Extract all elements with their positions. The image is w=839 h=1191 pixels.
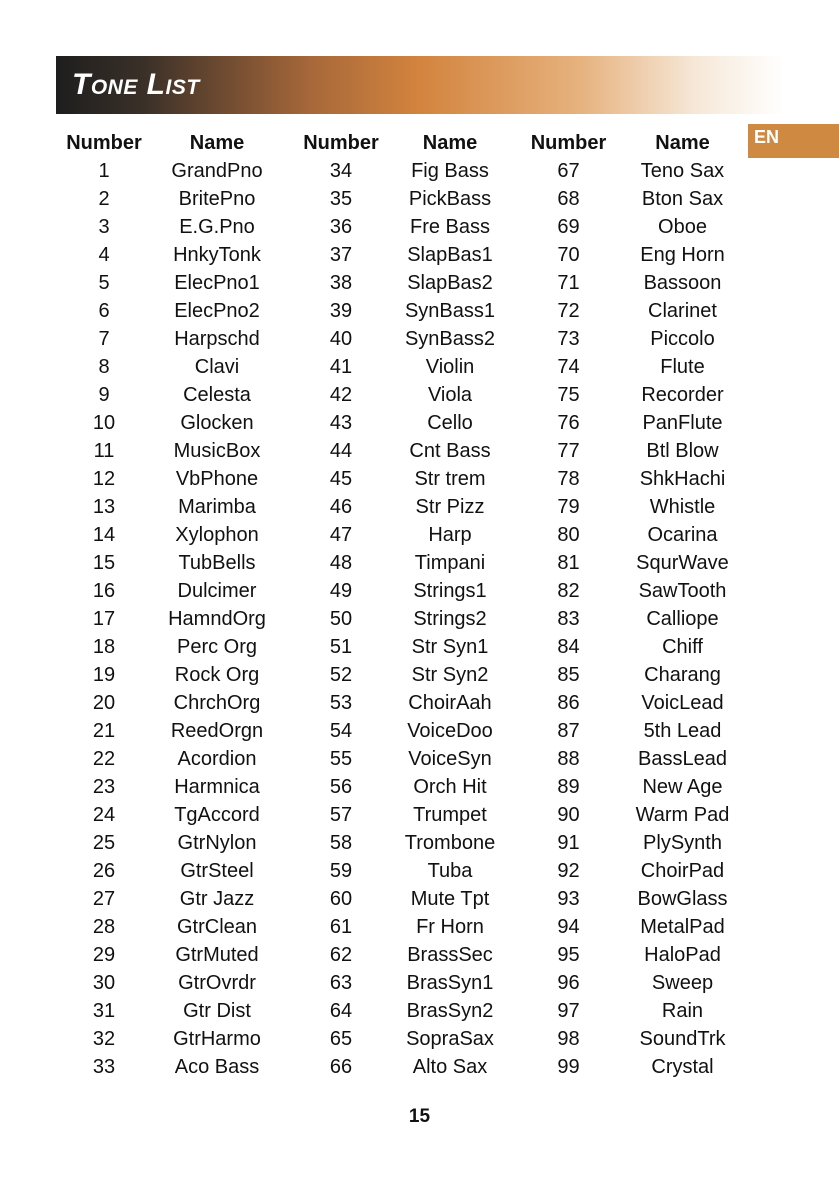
tone-name: Timpani — [414, 552, 486, 574]
tone-number: 69 — [557, 216, 580, 238]
tone-number: 38 — [329, 272, 353, 294]
tone-name: Sweep — [651, 972, 714, 994]
table-row — [58, 1025, 730, 1053]
tone-name: Perc Org — [176, 636, 258, 658]
tone-name: BassLead — [638, 748, 727, 770]
tone-name: Oboe — [658, 216, 707, 238]
table-header-row — [58, 129, 730, 157]
tone-number: 76 — [557, 412, 580, 434]
tone-number: 2 — [98, 188, 110, 210]
tone-name: GtrMuted — [175, 944, 259, 966]
tone-number: 86 — [557, 692, 580, 714]
tone-name: ShkHachi — [639, 468, 726, 490]
tone-name: Harmnica — [174, 776, 260, 798]
tone-number: 70 — [557, 244, 580, 266]
tone-number: 28 — [92, 916, 116, 938]
tone-name: PlySynth — [643, 832, 722, 854]
language-tab — [748, 124, 839, 158]
table-row — [58, 297, 730, 325]
tone-number: 5 — [98, 272, 110, 294]
tone-number: 1 — [98, 160, 110, 182]
table-row — [58, 465, 730, 493]
tone-number: 14 — [92, 524, 116, 546]
tone-name: E.G.Pno — [179, 216, 255, 238]
tone-name: Gtr Jazz — [179, 888, 255, 910]
tone-number: 59 — [329, 860, 353, 882]
tone-number: 27 — [92, 888, 116, 910]
tone-number: 80 — [557, 524, 580, 546]
table-row — [58, 269, 730, 297]
tone-number: 10 — [92, 412, 116, 434]
tone-number: 49 — [329, 580, 353, 602]
tone-name: Strings1 — [413, 580, 487, 602]
table-row — [58, 213, 730, 241]
tone-number: 84 — [557, 636, 580, 658]
tone-number: 81 — [557, 552, 580, 574]
tone-name: Marimba — [178, 496, 256, 518]
tone-name: Dulcimer — [177, 580, 257, 602]
table-row — [58, 913, 730, 941]
tone-number: 82 — [557, 580, 580, 602]
tone-number: 53 — [329, 692, 353, 714]
page-number: 15 — [408, 1106, 431, 1127]
table-row — [58, 381, 730, 409]
tone-name: SqurWave — [636, 552, 729, 574]
table-row — [58, 969, 730, 997]
tone-name: HaloPad — [644, 944, 721, 966]
tone-name: Teno Sax — [640, 160, 725, 182]
tone-number: 42 — [329, 384, 353, 406]
tone-number: 34 — [329, 160, 353, 182]
header-number: Number — [530, 132, 607, 154]
tone-number: 7 — [98, 328, 110, 350]
tone-number: 52 — [329, 664, 353, 686]
tone-name: Fig Bass — [411, 160, 489, 182]
tone-number: 88 — [557, 748, 580, 770]
tone-number: 74 — [557, 356, 580, 378]
tone-number: 93 — [557, 888, 580, 910]
tone-name: Bassoon — [643, 272, 722, 294]
tone-name: Acordion — [177, 748, 257, 770]
tone-name: Violin — [425, 356, 475, 378]
table-row — [58, 185, 730, 213]
tone-number: 20 — [92, 692, 116, 714]
tone-name: Celesta — [183, 384, 251, 406]
tone-number: 68 — [557, 188, 580, 210]
tone-number: 87 — [557, 720, 580, 742]
tone-name: GrandPno — [171, 160, 263, 182]
table-row — [58, 745, 730, 773]
tone-number: 19 — [92, 664, 116, 686]
table-row — [58, 633, 730, 661]
tone-name: Rock Org — [174, 664, 260, 686]
tone-number: 9 — [98, 384, 110, 406]
tone-name: TgAccord — [174, 804, 260, 826]
tone-number: 16 — [92, 580, 116, 602]
table-row — [58, 661, 730, 689]
tone-number: 24 — [92, 804, 116, 826]
tone-number: 71 — [557, 272, 580, 294]
tone-name: SoundTrk — [639, 1028, 726, 1050]
tone-number: 22 — [92, 748, 116, 770]
tone-name: PanFlute — [642, 412, 723, 434]
tone-name: BrassSec — [407, 944, 493, 966]
table-row — [58, 1053, 730, 1081]
tone-name: Str trem — [414, 468, 486, 490]
tone-number: 56 — [329, 776, 353, 798]
tone-number: 33 — [92, 1056, 116, 1078]
tone-number: 45 — [329, 468, 353, 490]
tone-number: 63 — [329, 972, 353, 994]
tone-number: 46 — [329, 496, 353, 518]
tone-number: 51 — [329, 636, 353, 658]
tone-number: 12 — [92, 468, 116, 490]
tone-name: Str Syn2 — [411, 664, 489, 686]
tone-name: TubBells — [178, 552, 256, 574]
tone-number: 32 — [92, 1028, 116, 1050]
tone-number: 97 — [557, 1000, 580, 1022]
tone-name: HnkyTonk — [173, 244, 261, 266]
tone-name: GtrNylon — [177, 832, 257, 854]
tone-number: 11 — [93, 440, 115, 462]
table-row — [58, 941, 730, 969]
table-row — [58, 997, 730, 1025]
tone-number: 96 — [557, 972, 580, 994]
tone-name: Mute Tpt — [410, 888, 490, 910]
tone-name: SynBass1 — [404, 300, 496, 322]
tone-number: 66 — [329, 1056, 353, 1078]
tone-name: SawTooth — [638, 580, 727, 602]
tone-number: 54 — [329, 720, 353, 742]
tone-number: 95 — [557, 944, 580, 966]
tone-name: Alto Sax — [412, 1056, 488, 1078]
tone-name: Str Syn1 — [411, 636, 489, 658]
tone-name: Harp — [428, 524, 472, 546]
tone-number: 26 — [92, 860, 116, 882]
table-row — [58, 437, 730, 465]
tone-name: Cnt Bass — [409, 440, 491, 462]
table-row — [58, 157, 730, 185]
tone-number: 77 — [557, 440, 580, 462]
table-row — [58, 549, 730, 577]
table-row — [58, 353, 730, 381]
tone-name: BrasSyn1 — [406, 972, 494, 994]
tone-number: 30 — [92, 972, 116, 994]
tone-number: 35 — [329, 188, 353, 210]
tone-name: ReedOrgn — [170, 720, 264, 742]
tone-number: 31 — [92, 1000, 116, 1022]
tone-name: VoicLead — [641, 692, 724, 714]
tone-name: VoiceDoo — [407, 720, 493, 742]
table-row — [58, 521, 730, 549]
header-number: Number — [303, 132, 379, 154]
tone-name: Strings2 — [413, 608, 487, 630]
tone-number: 36 — [329, 216, 353, 238]
tone-number: 25 — [92, 832, 116, 854]
table-row — [58, 577, 730, 605]
tone-name: Clarinet — [648, 300, 717, 322]
tone-number: 18 — [92, 636, 116, 658]
tone-name: 5th Lead — [643, 720, 722, 742]
tone-name: Chiff — [662, 636, 703, 658]
table-row — [58, 857, 730, 885]
tone-name: SlapBas2 — [407, 272, 493, 294]
tone-number: 72 — [557, 300, 580, 322]
tone-name: ChoirPad — [640, 860, 725, 882]
tone-name: ChrchOrg — [173, 692, 261, 714]
tone-number: 13 — [92, 496, 116, 518]
tone-name: Whistle — [649, 496, 716, 518]
tone-number: 85 — [557, 664, 580, 686]
table-row — [58, 801, 730, 829]
tone-name: Eng Horn — [640, 244, 725, 266]
tone-name: Fr Horn — [416, 916, 484, 938]
tone-number: 39 — [329, 300, 353, 322]
tone-number: 78 — [557, 468, 580, 490]
tone-number: 92 — [557, 860, 580, 882]
tone-name: GtrOvrdr — [178, 972, 256, 994]
tone-number: 44 — [329, 440, 353, 462]
tone-name: Trumpet — [413, 804, 487, 826]
tone-name: New Age — [642, 776, 723, 798]
tone-name: BowGlass — [637, 888, 728, 910]
tone-number: 73 — [557, 328, 580, 350]
tone-name: Viola — [427, 384, 473, 406]
tone-name: Warm Pad — [635, 804, 730, 826]
tone-name: Charang — [644, 664, 721, 686]
tone-name: PickBass — [408, 188, 492, 210]
header-name: Name — [422, 132, 478, 154]
page-title: Tone List — [72, 68, 200, 101]
tone-number: 94 — [557, 916, 580, 938]
tone-number: 57 — [329, 804, 353, 826]
tone-number: 50 — [329, 608, 353, 630]
table-row — [58, 241, 730, 269]
tone-list-table — [58, 129, 730, 1081]
tone-name: Ocarina — [647, 524, 718, 546]
tone-name: SynBass2 — [404, 328, 496, 350]
tone-name: GtrClean — [176, 916, 258, 938]
table-row — [58, 409, 730, 437]
tone-number: 60 — [329, 888, 353, 910]
header-name: Name — [655, 132, 710, 154]
tone-name: ChoirAah — [408, 692, 492, 714]
table-row — [58, 689, 730, 717]
tone-number: 90 — [557, 804, 580, 826]
tone-number: 47 — [329, 524, 353, 546]
tone-name: BrasSyn2 — [406, 1000, 494, 1022]
tone-number: 21 — [92, 720, 116, 742]
table-row — [58, 493, 730, 521]
header-number: Number — [66, 132, 142, 154]
tone-name: Aco Bass — [174, 1056, 260, 1078]
tone-name: Orch Hit — [413, 776, 487, 798]
tone-name: Flute — [660, 356, 705, 378]
table-row — [58, 773, 730, 801]
tone-name: ElecPno2 — [174, 300, 260, 322]
tone-number: 98 — [557, 1028, 580, 1050]
table-row — [58, 717, 730, 745]
tone-number: 79 — [557, 496, 580, 518]
tone-number: 75 — [557, 384, 580, 406]
tone-name: GtrHarmo — [173, 1028, 261, 1050]
table-row — [58, 829, 730, 857]
tone-number: 41 — [329, 356, 353, 378]
tone-number: 8 — [98, 356, 110, 378]
tone-number: 48 — [329, 552, 353, 574]
tone-name: Crystal — [651, 1056, 714, 1078]
tone-rows — [58, 157, 730, 1081]
tone-name: Tuba — [427, 860, 473, 882]
tone-name: Harpschd — [174, 328, 260, 350]
tone-name: Glocken — [180, 412, 254, 434]
table-row — [58, 325, 730, 353]
tone-number: 89 — [557, 776, 580, 798]
tone-name: Recorder — [641, 384, 724, 406]
header-name: Name — [189, 132, 245, 154]
tone-number: 65 — [329, 1028, 353, 1050]
tone-number: 15 — [92, 552, 116, 574]
tone-name: Gtr Dist — [183, 1000, 251, 1022]
tone-name: Btl Blow — [646, 440, 719, 462]
tone-number: 6 — [98, 300, 110, 322]
tone-number: 4 — [98, 244, 110, 266]
tone-number: 62 — [329, 944, 353, 966]
tone-name: MetalPad — [640, 916, 725, 938]
tone-name: BritePno — [178, 188, 256, 210]
tone-number: 91 — [557, 832, 580, 854]
tone-number: 99 — [557, 1056, 580, 1078]
tone-name: Bton Sax — [641, 188, 724, 210]
tone-name: ElecPno1 — [174, 272, 260, 294]
tone-number: 23 — [92, 776, 116, 798]
tone-number: 58 — [329, 832, 353, 854]
tone-name: MusicBox — [173, 440, 261, 462]
tone-number: 83 — [557, 608, 580, 630]
tone-name: Calliope — [646, 608, 719, 630]
tone-number: 3 — [98, 216, 110, 238]
table-row — [58, 605, 730, 633]
tone-number: 61 — [329, 916, 353, 938]
tone-number: 67 — [557, 160, 580, 182]
tone-name: Clavi — [194, 356, 240, 378]
tone-number: 37 — [329, 244, 353, 266]
tone-name: SopraSax — [406, 1028, 494, 1050]
tone-number: 55 — [329, 748, 353, 770]
tone-name: GtrSteel — [180, 860, 254, 882]
tone-name: Fre Bass — [409, 216, 491, 238]
tone-number: 64 — [329, 1000, 353, 1022]
tone-number: 29 — [92, 944, 116, 966]
tone-name: Piccolo — [650, 328, 715, 350]
tone-number: 40 — [329, 328, 353, 350]
tone-name: Xylophon — [175, 524, 259, 546]
tone-name: VbPhone — [175, 468, 259, 490]
tone-name: HamndOrg — [168, 608, 266, 630]
tone-name: Cello — [427, 412, 473, 434]
tone-number: 43 — [329, 412, 353, 434]
tone-name: VoiceSyn — [408, 748, 492, 770]
tone-name: Str Pizz — [415, 496, 485, 518]
table-row — [58, 885, 730, 913]
tone-name: SlapBas1 — [407, 244, 493, 266]
tone-name: Rain — [661, 1000, 704, 1022]
tone-name: Trombone — [404, 832, 496, 854]
language-label: EN — [754, 127, 780, 147]
tone-number: 17 — [92, 608, 116, 630]
